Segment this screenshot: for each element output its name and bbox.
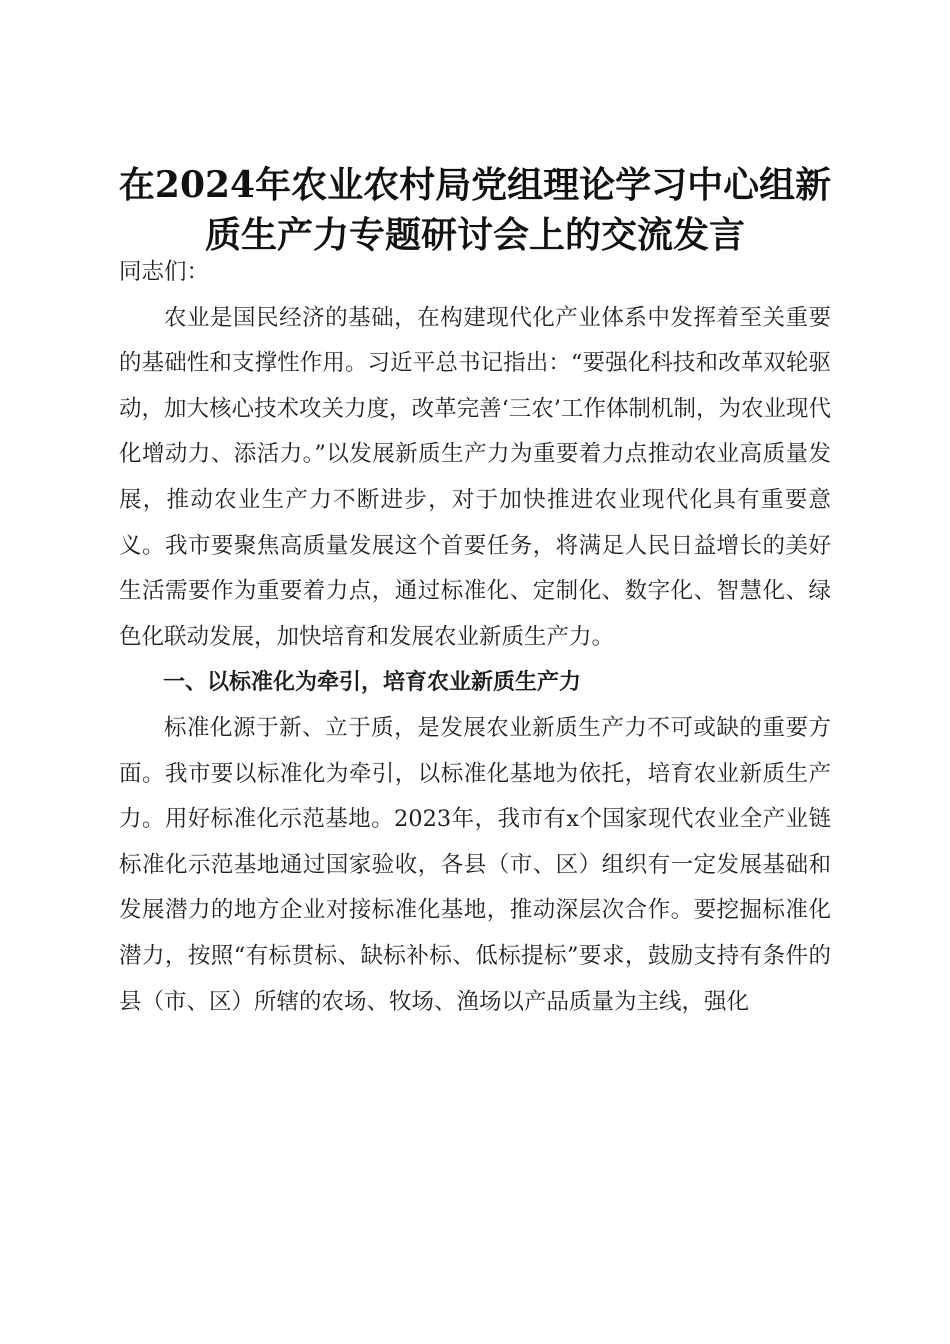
document-body [119,250,831,1025]
paragraph-standardization: 标准化源于新、立于质，是发展农业新质生产力不可或缺的重要方面。我市要以标准化为牵引，以标准化基地为依托，培育农业新质生产力。用好标准化示范基地。2023年，我市有x个国家现代农业全产业链标准化示范基地通过国家验收，各县（市、区）组织有一定发展基础和发展潜力的地方企业对接标准化基地，推动深层次合作。要挖掘标准化潜力，按照“有标贯标、缺标补标、低标提标”要求，鼓励支持有条件的县（市、区）所辖的农场、牧场、渔场以产品质量为主线，强化 [119,714,831,1015]
document-title-line-2: 质生产力专题研讨会上的交流发言 [204,214,745,257]
document-title-line-1: 在2024年农业农村局党组理论学习中心组新 [118,164,832,207]
section-heading-1: 一、以标准化为牵引，培育农业新质生产力 [163,670,582,696]
document-title [100,160,850,260]
salutation: 同志们： [119,259,210,285]
paragraph-intro: 农业是国民经济的基础，在构建现代化产业体系中发挥着至关重要的基础性和支撑性作用。习近平总书记指出：“要强化科技和改革双轮驱动，加大核心技术攻关力度，改革完善‘三农’工作体制机制，为农业现代化增动力、添活力。”以发展新质生产力为重要着力点推动农业高质量发展，推动农业生产力不断进步，对于加快推进农业现代化具有重要意义。我市要聚焦高质量发展这个首要任务，将满足人民日益增长的美好生活需要作为重要着力点，通过标准化、定制化、数字化、智慧化、绿色化联动发展，加快培育和发展农业新质生产力。 [119,304,831,650]
